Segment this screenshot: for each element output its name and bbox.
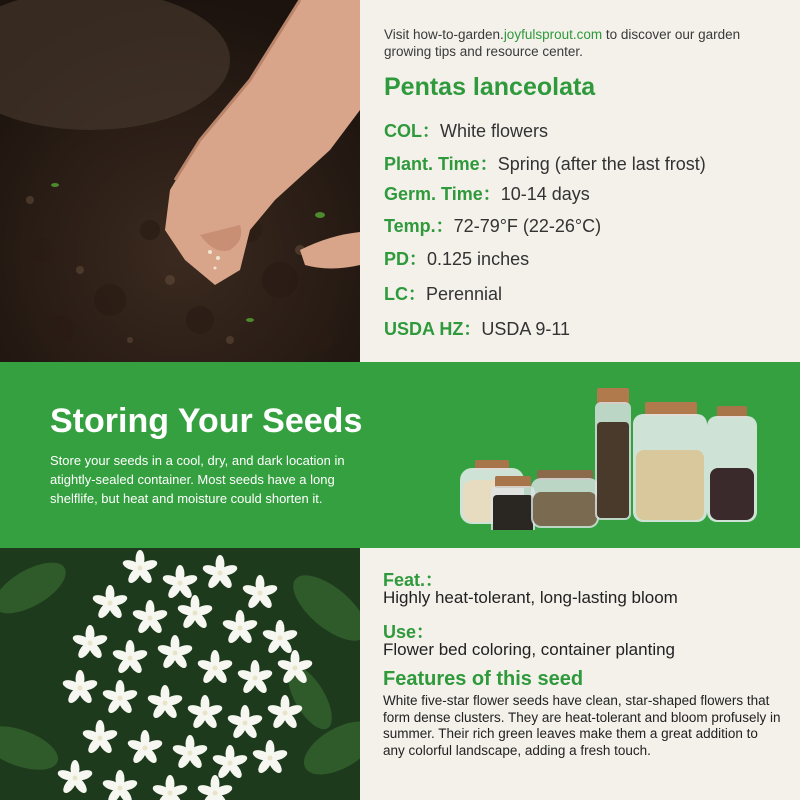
visit-prefix: Visit how-to-garden. <box>384 27 504 42</box>
spec-key: Plant. Time： <box>384 154 498 174</box>
spec-key: USDA HZ： <box>384 319 482 339</box>
seed-features-text: White five-star flower seeds have clean, star-shaped flowers that form dense clusters. They are heat-tolerant and bloom profusely in summer. Their rich green leaves make them a great addition to any colorful landscape, adding a fresh touch. <box>383 693 781 758</box>
spec-row-planting-depth <box>384 245 529 271</box>
spec-key: COL： <box>384 121 440 141</box>
spec-value: White flowers <box>440 121 549 141</box>
spec-value: 72-79°F (22-26°C) <box>453 216 602 236</box>
feat-label: Feat.： <box>383 570 444 590</box>
spec-row-germ-time <box>384 180 590 206</box>
seed-features-title: Features of this seed <box>383 668 584 690</box>
spec-value: 10-14 days <box>500 184 590 204</box>
website-link[interactable]: joyfulsprout.com <box>503 27 603 42</box>
spec-value: Perennial <box>426 284 503 304</box>
spec-row-plant-time <box>384 150 706 176</box>
plant-info-panel <box>360 0 800 362</box>
visit-suffix: to discover our garden growing tips and resource center. <box>384 27 741 59</box>
spec-value: Spring (after the last frost) <box>497 154 706 174</box>
features-panel <box>360 548 800 800</box>
storing-seeds-band <box>0 362 800 548</box>
visit-website-note <box>384 26 784 60</box>
seed-jars-illustration <box>455 380 765 530</box>
white-pentas-flowers-photo <box>0 548 360 800</box>
spec-value: USDA 9-11 <box>481 319 571 339</box>
spec-row-usda-zone <box>384 315 570 341</box>
spec-key: PD： <box>384 249 428 269</box>
use-label: Use： <box>383 622 435 642</box>
spec-key: LC： <box>384 284 426 304</box>
spec-key: Germ. Time： <box>384 184 501 204</box>
storing-title: Storing Your Seeds <box>50 402 363 440</box>
species-name: Pentas lanceolata <box>384 73 596 101</box>
spec-value: 0.125 inches <box>427 249 530 269</box>
use-value: Flower bed coloring, container planting <box>383 640 676 659</box>
feat-value: Highly heat-tolerant, long-lasting bloom <box>383 588 678 607</box>
spec-row-temp <box>384 212 601 238</box>
storing-text: Store your seeds in a cool, dry, and dark location in atightly-sealed container. Most seeds have a long shelflife, but heat and moisture could shorten it. <box>50 453 345 506</box>
spec-row-color <box>384 117 548 143</box>
spec-key: Temp.： <box>384 216 454 236</box>
spec-row-life-cycle <box>384 280 502 306</box>
soil-hand-photo <box>0 0 360 362</box>
